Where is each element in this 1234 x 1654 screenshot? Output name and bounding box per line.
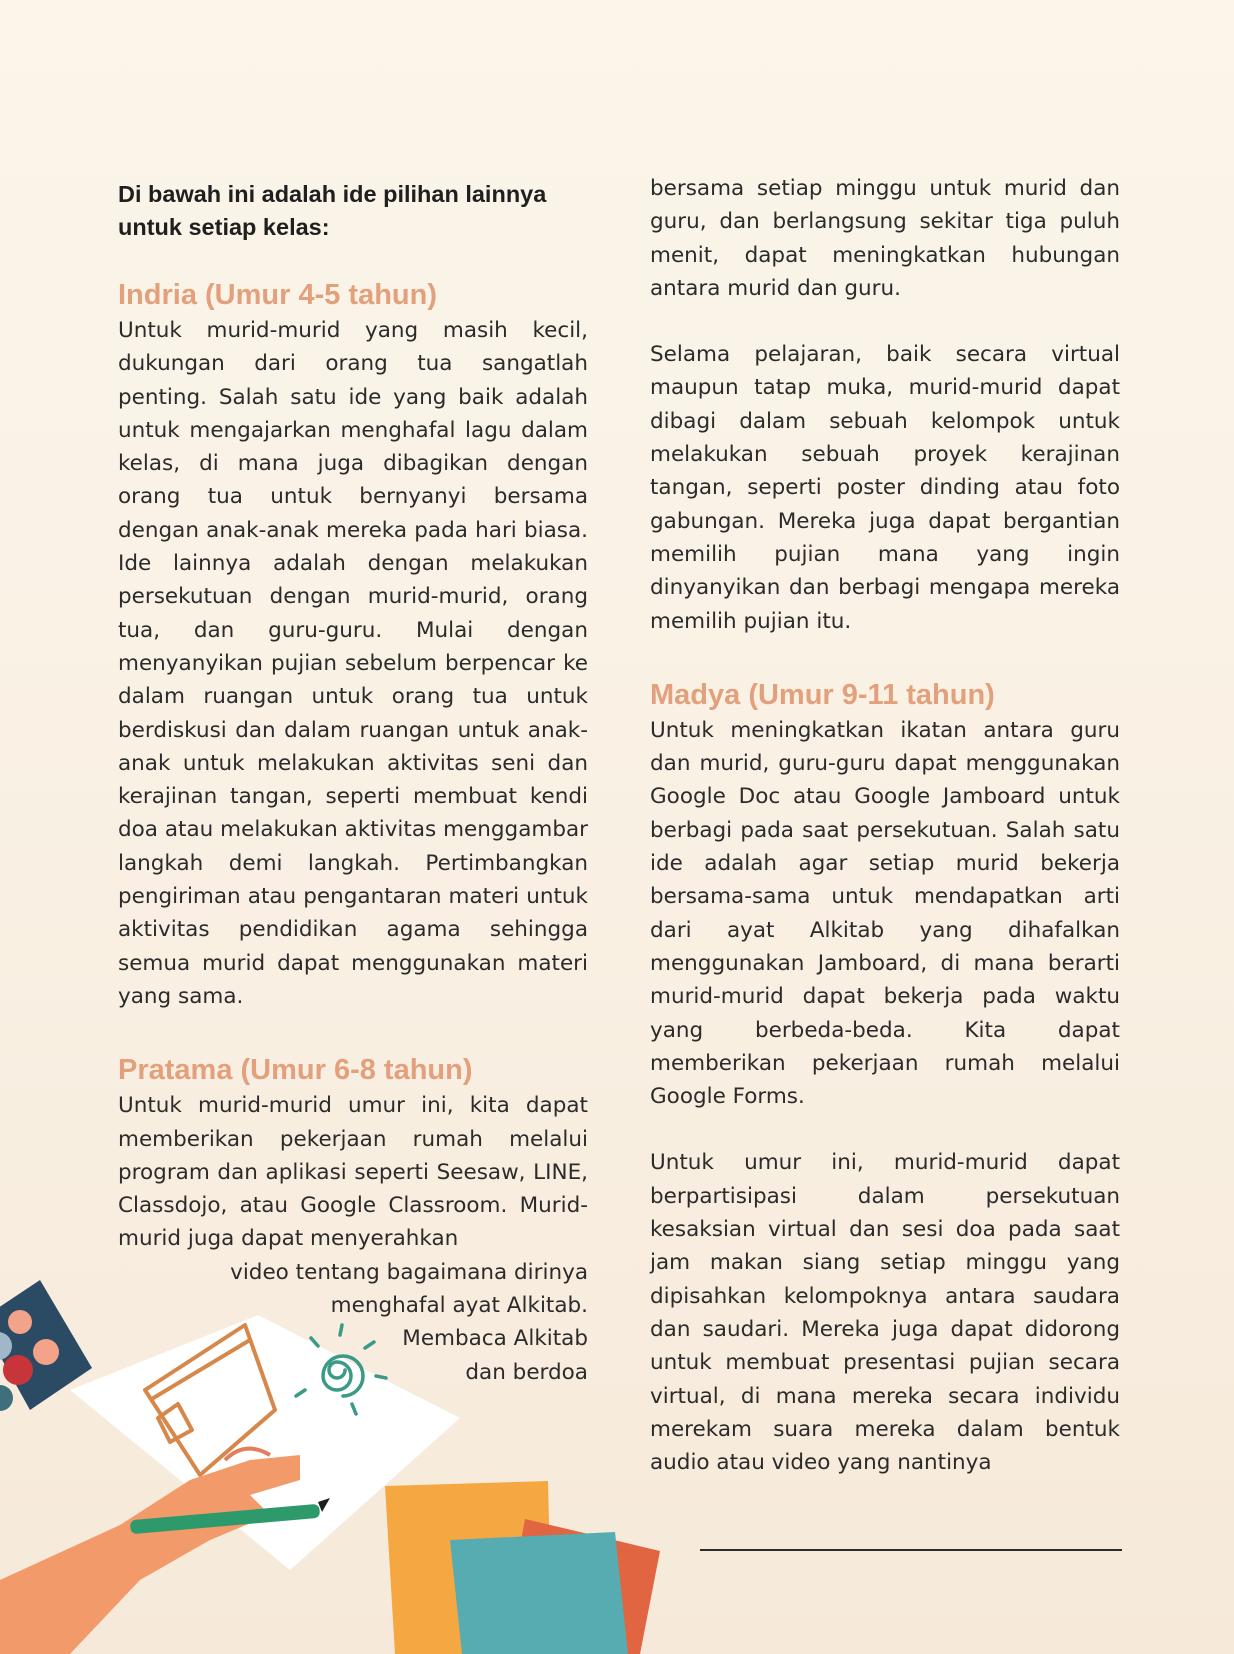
- footer-divider: [700, 1549, 1122, 1551]
- madya-paragraph-2: Untuk umur ini, murid-murid dapat berpartisipasi dalam persekutuan kesaksian virtual dan sesi doa pada saat jam makan siang setiap minggu yang dipisahkan kelompoknya antara saudara dan saudari. Mereka juga dapat didorong untuk membuat presentasi pujian secara virtual, di mana mereka secara individu merekam suara mereka dalam bentuk audio atau video yang nantinya: [650, 1150, 1120, 1476]
- madya-paragraph: Untuk meningkatkan ikatan antara guru dan murid, guru-guru dapat menggunakan Google Doc atau Google Jamboard untuk berbagi pada saat persekutuan. Salah satu ide adalah agar setiap murid bekerja bersama-sama untuk mendapatkan arti dari ayat Alkitab yang dihafalkan menggunakan Jamboard, di mana berarti murid-murid dapat bekerja pada waktu yang berbeda-beda. Kita dapat memberikan pekerjaan rumah melalui Google Forms.: [650, 717, 1120, 1110]
- lesson-paragraph: Selama pelajaran, baik secara virtual maupun tatap muka, murid-murid dapat dibagi dalam sebuah kelompok untuk melakukan sebuah proyek kerajinan tangan, seperti poster dinding atau foto gabungan. Mereka juga dapat bergantian memilih pujian mana yang ingin dinyanyikan dan berbagi mengapa mereka memilih pujian itu.: [650, 342, 1120, 634]
- section-heading-pratama: Pratama (Umur 6-8 tahun): [118, 1054, 473, 1087]
- wrapped-line: Membaca Alkitab: [402, 1326, 588, 1352]
- wrapped-line: menghafal ayat Alkitab.: [330, 1293, 588, 1319]
- crafts-illustration: [0, 1280, 700, 1654]
- wrapped-line: video tentang bagaimana dirinya: [230, 1259, 588, 1285]
- section-heading-madya: Madya (Umur 9-11 tahun): [650, 678, 995, 711]
- paper-sheets-icon: [385, 1481, 660, 1654]
- intro-text: Di bawah ini adalah ide pilihan lainnya untuk setiap kelas:: [118, 181, 547, 240]
- right-column: [650, 172, 1120, 1479]
- left-column: [118, 172, 588, 1389]
- wrapped-line: dan berdoa: [465, 1359, 588, 1385]
- pratama-paragraph: Untuk murid-murid umur ini, kita dapat memberikan pekerjaan rumah melalui program dan aplikasi seperti Seesaw, LINE, Classdojo, atau Google Classroom. Murid-murid juga dapat menyerahkan: [118, 1093, 588, 1252]
- section-heading-indria: Indria (Umur 4-5 tahun): [118, 279, 438, 311]
- indria-paragraph: Untuk murid-murid yang masih kecil, dukungan dari orang tua sangatlah penting. Salah satu ide yang baik adalah untuk mengajarkan menghafal lagu dalam kelas, di mana juga dibagikan dengan orang tua untuk bernyanyi bersama dengan anak-anak mereka pada hari biasa. Ide lainnya adalah dengan melakukan persekutuan dengan murid-murid, orang tua, dan guru-guru. Mulai dengan menyanyikan pujian sebelum berpencar ke dalam ruangan untuk orang tua untuk berdiskusi dan dalam ruangan untuk anak-anak untuk melakukan aktivitas seni dan kerajinan tangan, seperti membuat kendi doa atau melakukan aktivitas menggambar langkah demi langkah. Pertimbangkan pengiriman atau pengantaran materi untuk aktivitas pendidikan agama sehingga semua murid dapat menggunakan materi yang sama.: [118, 318, 588, 1009]
- continuation-paragraph: bersama setiap minggu untuk murid dan guru, dan berlangsung sekitar tiga puluh menit, dapat meningkatkan hubungan antara murid dan guru.: [650, 176, 1120, 301]
